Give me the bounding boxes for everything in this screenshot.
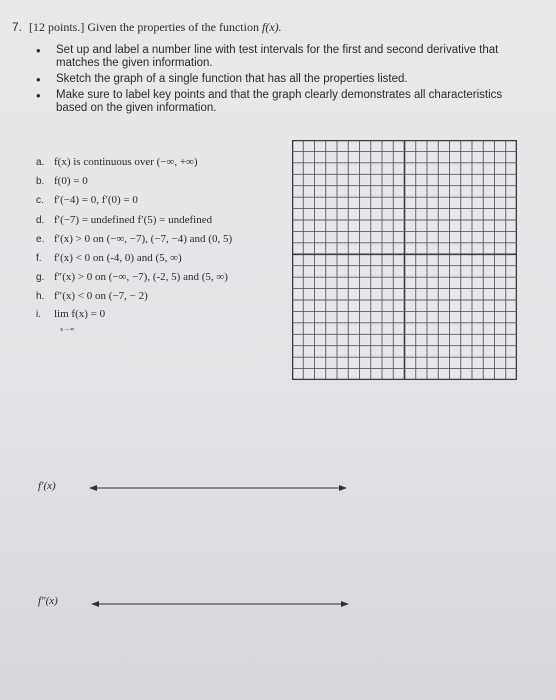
grid-svg xyxy=(292,140,517,380)
instruction-item: • Set up and label a number line with test intervals for the first and second derivative that matches the given information. xyxy=(36,43,499,69)
question-function: f(x). xyxy=(261,20,282,34)
property-item: h. f″(x) < 0 on (−7, − 2) xyxy=(36,290,148,303)
limit-subscript: x→∞ xyxy=(60,325,75,333)
property-item: c. f′(−4) = 0, f′(0) = 0 xyxy=(36,194,138,207)
question-number: 7. xyxy=(12,20,23,34)
second-derivative-label: f″(x) xyxy=(38,595,58,607)
property-item: e. f′(x) > 0 on (−∞, −7), (−7, −4) and (0, 5) xyxy=(36,232,233,245)
graph-grid[interactable] xyxy=(292,140,517,380)
question-points: [12 points.] xyxy=(29,20,85,34)
arrow-right-icon xyxy=(341,601,349,607)
second-derivative-number-line[interactable] xyxy=(90,597,350,611)
first-derivative-label: f′(x) xyxy=(38,480,56,492)
property-item: g. f″(x) > 0 on (−∞, −7), (-2, 5) and (5, ∞) xyxy=(36,271,228,284)
bullet-icon: • xyxy=(36,72,41,87)
bullet-icon: • xyxy=(36,88,41,103)
arrow-left-icon xyxy=(89,485,97,491)
question-header xyxy=(12,20,282,35)
property-list xyxy=(36,153,286,333)
property-item: b. f(0) = 0 xyxy=(36,175,88,188)
instruction-item: • Make sure to label key points and that the graph clearly demonstrates all characteristics based on the given information. xyxy=(36,88,503,114)
property-item: i. lim f(x) = 0 x→∞ xyxy=(36,307,286,326)
first-derivative-number-line[interactable] xyxy=(88,481,348,495)
instruction-list xyxy=(36,44,536,118)
instruction-item: • Sketch the graph of a single function that has all the properties listed. xyxy=(36,72,408,87)
property-item: a. f(x) is continuous over (−∞, +∞) xyxy=(36,156,198,168)
arrow-right-icon xyxy=(339,485,347,491)
question-prompt: Given the properties of the function xyxy=(87,20,259,34)
property-item: f. f′(x) < 0 on (-4, 0) and (5, ∞) xyxy=(36,251,182,264)
property-item: d. f′(−7) = undefined f′(5) = undefined xyxy=(36,213,213,226)
bullet-icon: • xyxy=(36,43,41,58)
arrow-left-icon xyxy=(91,601,99,607)
